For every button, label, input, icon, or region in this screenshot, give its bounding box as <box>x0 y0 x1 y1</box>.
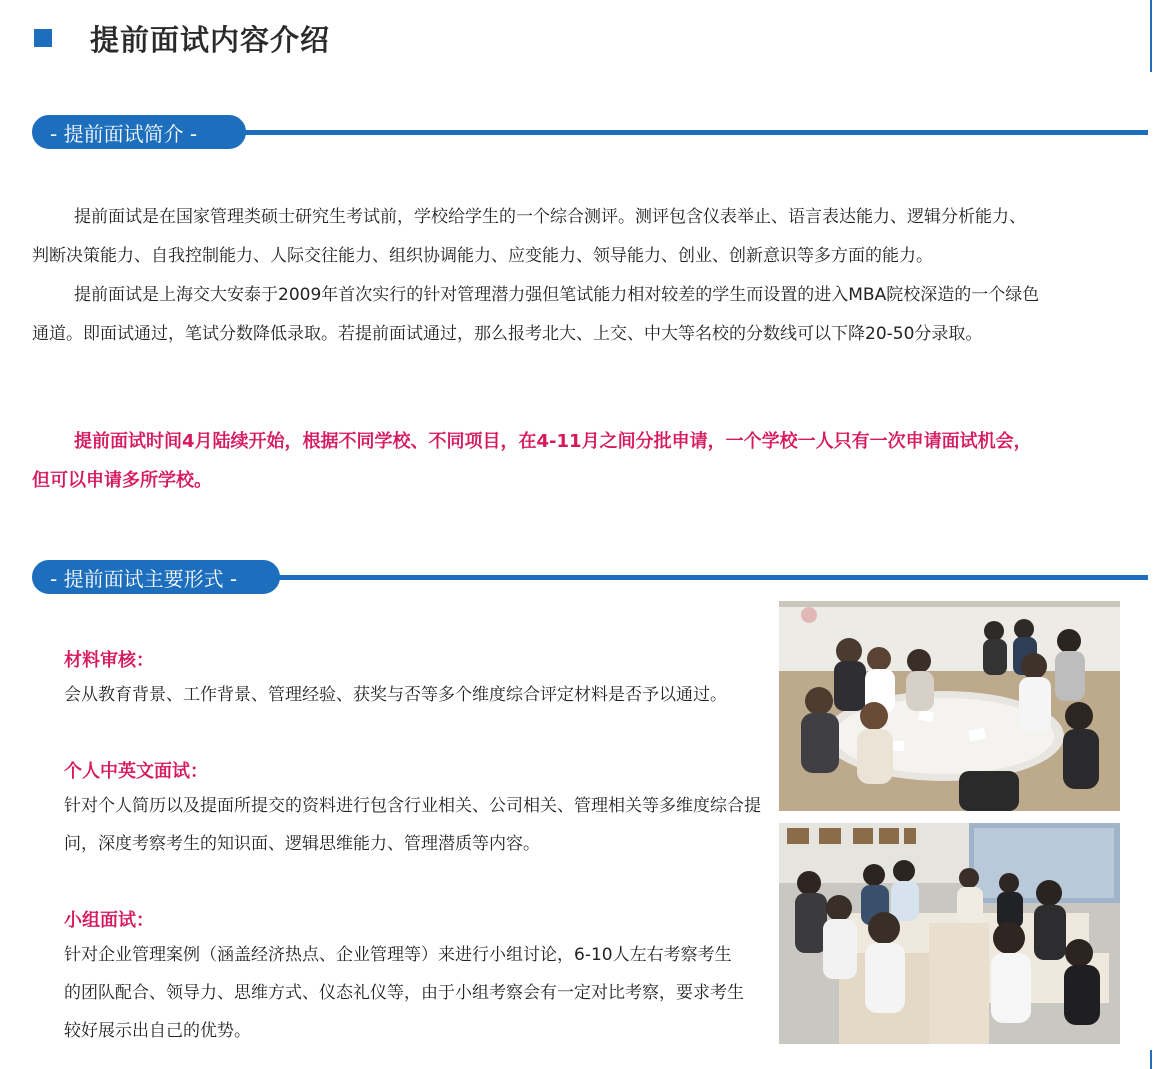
form-item-group-interview <box>64 906 744 1050</box>
highlight-note <box>32 422 1042 500</box>
title-square-icon <box>34 29 52 47</box>
form-item-material-review <box>64 646 764 714</box>
section-label-forms: - 提前面试主要形式 - <box>32 560 280 594</box>
interview-photo-2 <box>779 823 1120 1044</box>
page-title: 提前面试内容介绍 <box>90 22 331 57</box>
form-heading: 小组面试： <box>64 910 154 931</box>
right-edge-line-bottom <box>1150 1050 1152 1069</box>
form-item-individual-interview <box>64 757 764 863</box>
form-heading: 材料审核： <box>64 650 154 671</box>
form-description: 针对个人简历以及提面所提交的资料进行包含行业相关、公司相关、管理相关等多维度综合提问，深度考察考生的知识面、逻辑思维能力、管理潜质等内容。 <box>64 796 761 854</box>
form-description: 会从教育背景、工作背景、管理经验、获奖与否等多个维度综合评定材料是否予以通过。 <box>64 685 727 705</box>
section-header-forms <box>32 560 1148 596</box>
page-title-block <box>34 18 330 58</box>
section-divider-line <box>278 575 1148 580</box>
section-label-intro: - 提前面试简介 - <box>32 115 246 149</box>
section-divider-line <box>244 130 1148 135</box>
right-edge-line-top <box>1150 0 1152 72</box>
highlight-paragraph: 提前面试时间4月陆续开始，根据不同学校、不同项目，在4-11月之间分批申请，一个学校一人只有一次申请面试机会，但可以申请多所学校。 <box>32 431 1032 491</box>
intro-text <box>32 198 1042 354</box>
interview-photo-1 <box>779 601 1120 811</box>
section-header-intro <box>32 115 1148 151</box>
form-description: 针对企业管理案例（涵盖经济热点、企业管理等）来进行小组讨论，6-10人左右考察考生的团队配合、领导力、思维方式、仪态礼仪等，由于小组考察会有一定对比考察，要求考生较好展示出自己的优势。 <box>64 945 744 1041</box>
interview-room-illustration <box>779 601 1120 811</box>
intro-paragraph: 提前面试是上海交大安泰于2009年首次实行的针对管理潜力强但笔试能力相对较差的学生而设置的进入MBA院校深造的一个绿色通道。即面试通过，笔试分数降低录取。若提前面试通过，那么报考北大、上交、中大等名校的分数线可以下降20-50分录取。 <box>32 285 1040 344</box>
form-heading: 个人中英文面试： <box>64 761 208 782</box>
group-discussion-illustration <box>779 823 1120 1044</box>
intro-paragraph: 提前面试是在国家管理类硕士研究生考试前，学校给学生的一个综合测评。测评包含仪表举止、语言表达能力、逻辑分析能力、判断决策能力、自我控制能力、人际交往能力、组织协调能力、应变能力、领导能力、创业、创新意识等多方面的能力。 <box>32 207 1026 266</box>
